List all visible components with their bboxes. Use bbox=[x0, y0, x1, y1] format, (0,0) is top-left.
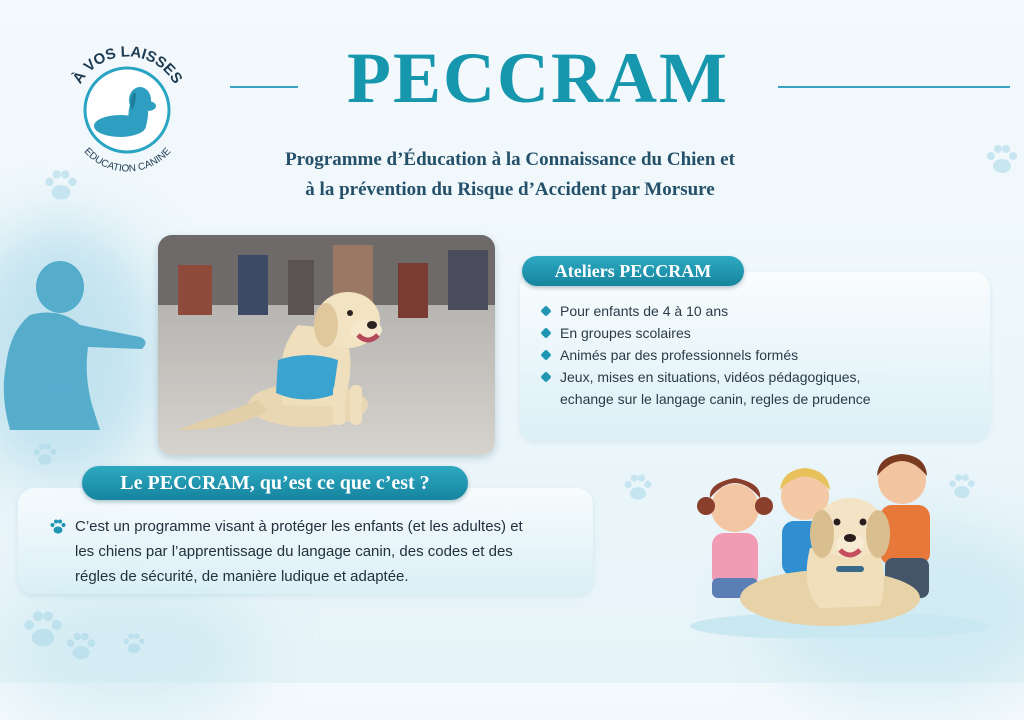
list-item-continuation: echange sur le langage canin, regles de prudence bbox=[560, 391, 871, 407]
page-title: PECCRAM bbox=[347, 38, 729, 118]
paw-icon bbox=[620, 470, 656, 506]
description-line: régles de sécurité, de manière ludique et adaptée. bbox=[75, 568, 409, 585]
ateliers-heading: Ateliers PECCRAM bbox=[522, 256, 744, 286]
paw-icon bbox=[120, 630, 148, 658]
dog-photo bbox=[158, 235, 495, 455]
page-subtitle bbox=[210, 145, 810, 205]
list-item: Animés par des professionnels formés bbox=[540, 344, 980, 366]
list-item: Pour enfants de 4 à 10 ans bbox=[540, 300, 980, 322]
list-item: Jeux, mises en situations, vidéos pédagogiques, bbox=[540, 366, 980, 388]
paw-icon bbox=[18, 605, 68, 655]
paw-icon bbox=[30, 440, 60, 470]
diamond-bullet-icon bbox=[540, 371, 551, 382]
diamond-bullet-icon bbox=[540, 327, 551, 338]
description-line: C’est un programme visant à protéger les enfants (et les adultes) et bbox=[75, 518, 523, 535]
description-line: les chiens par l’apprentissage du langage canin, des codes et des bbox=[75, 543, 513, 560]
paw-icon bbox=[62, 628, 100, 666]
svg-text:EDUCATION CANINE: EDUCATION CANINE bbox=[81, 145, 174, 175]
what-heading: Le PECCRAM, qu’est ce que c’est ? bbox=[82, 466, 468, 500]
kids-with-dog-illustration bbox=[690, 438, 990, 638]
title-rule-left bbox=[230, 86, 298, 88]
paw-icon bbox=[982, 140, 1022, 180]
title-rule-right bbox=[778, 86, 1010, 88]
logo bbox=[60, 40, 195, 175]
title-row bbox=[230, 38, 1010, 118]
diamond-bullet-icon bbox=[540, 305, 551, 316]
child-silhouette-illustration bbox=[0, 255, 160, 435]
svg-text:À VOS LAISSES: À VOS LAISSES bbox=[69, 43, 186, 87]
list-item: En groupes scolaires bbox=[540, 322, 980, 344]
what-description bbox=[75, 514, 585, 589]
paw-icon bbox=[48, 517, 68, 537]
ateliers-list bbox=[540, 300, 980, 410]
subtitle-line: Programme d’Éducation à la Connaissance du Chien et bbox=[285, 149, 735, 170]
subtitle-line: à la prévention du Risque d’Accident par Morsure bbox=[305, 179, 715, 200]
diamond-bullet-icon bbox=[540, 349, 551, 360]
